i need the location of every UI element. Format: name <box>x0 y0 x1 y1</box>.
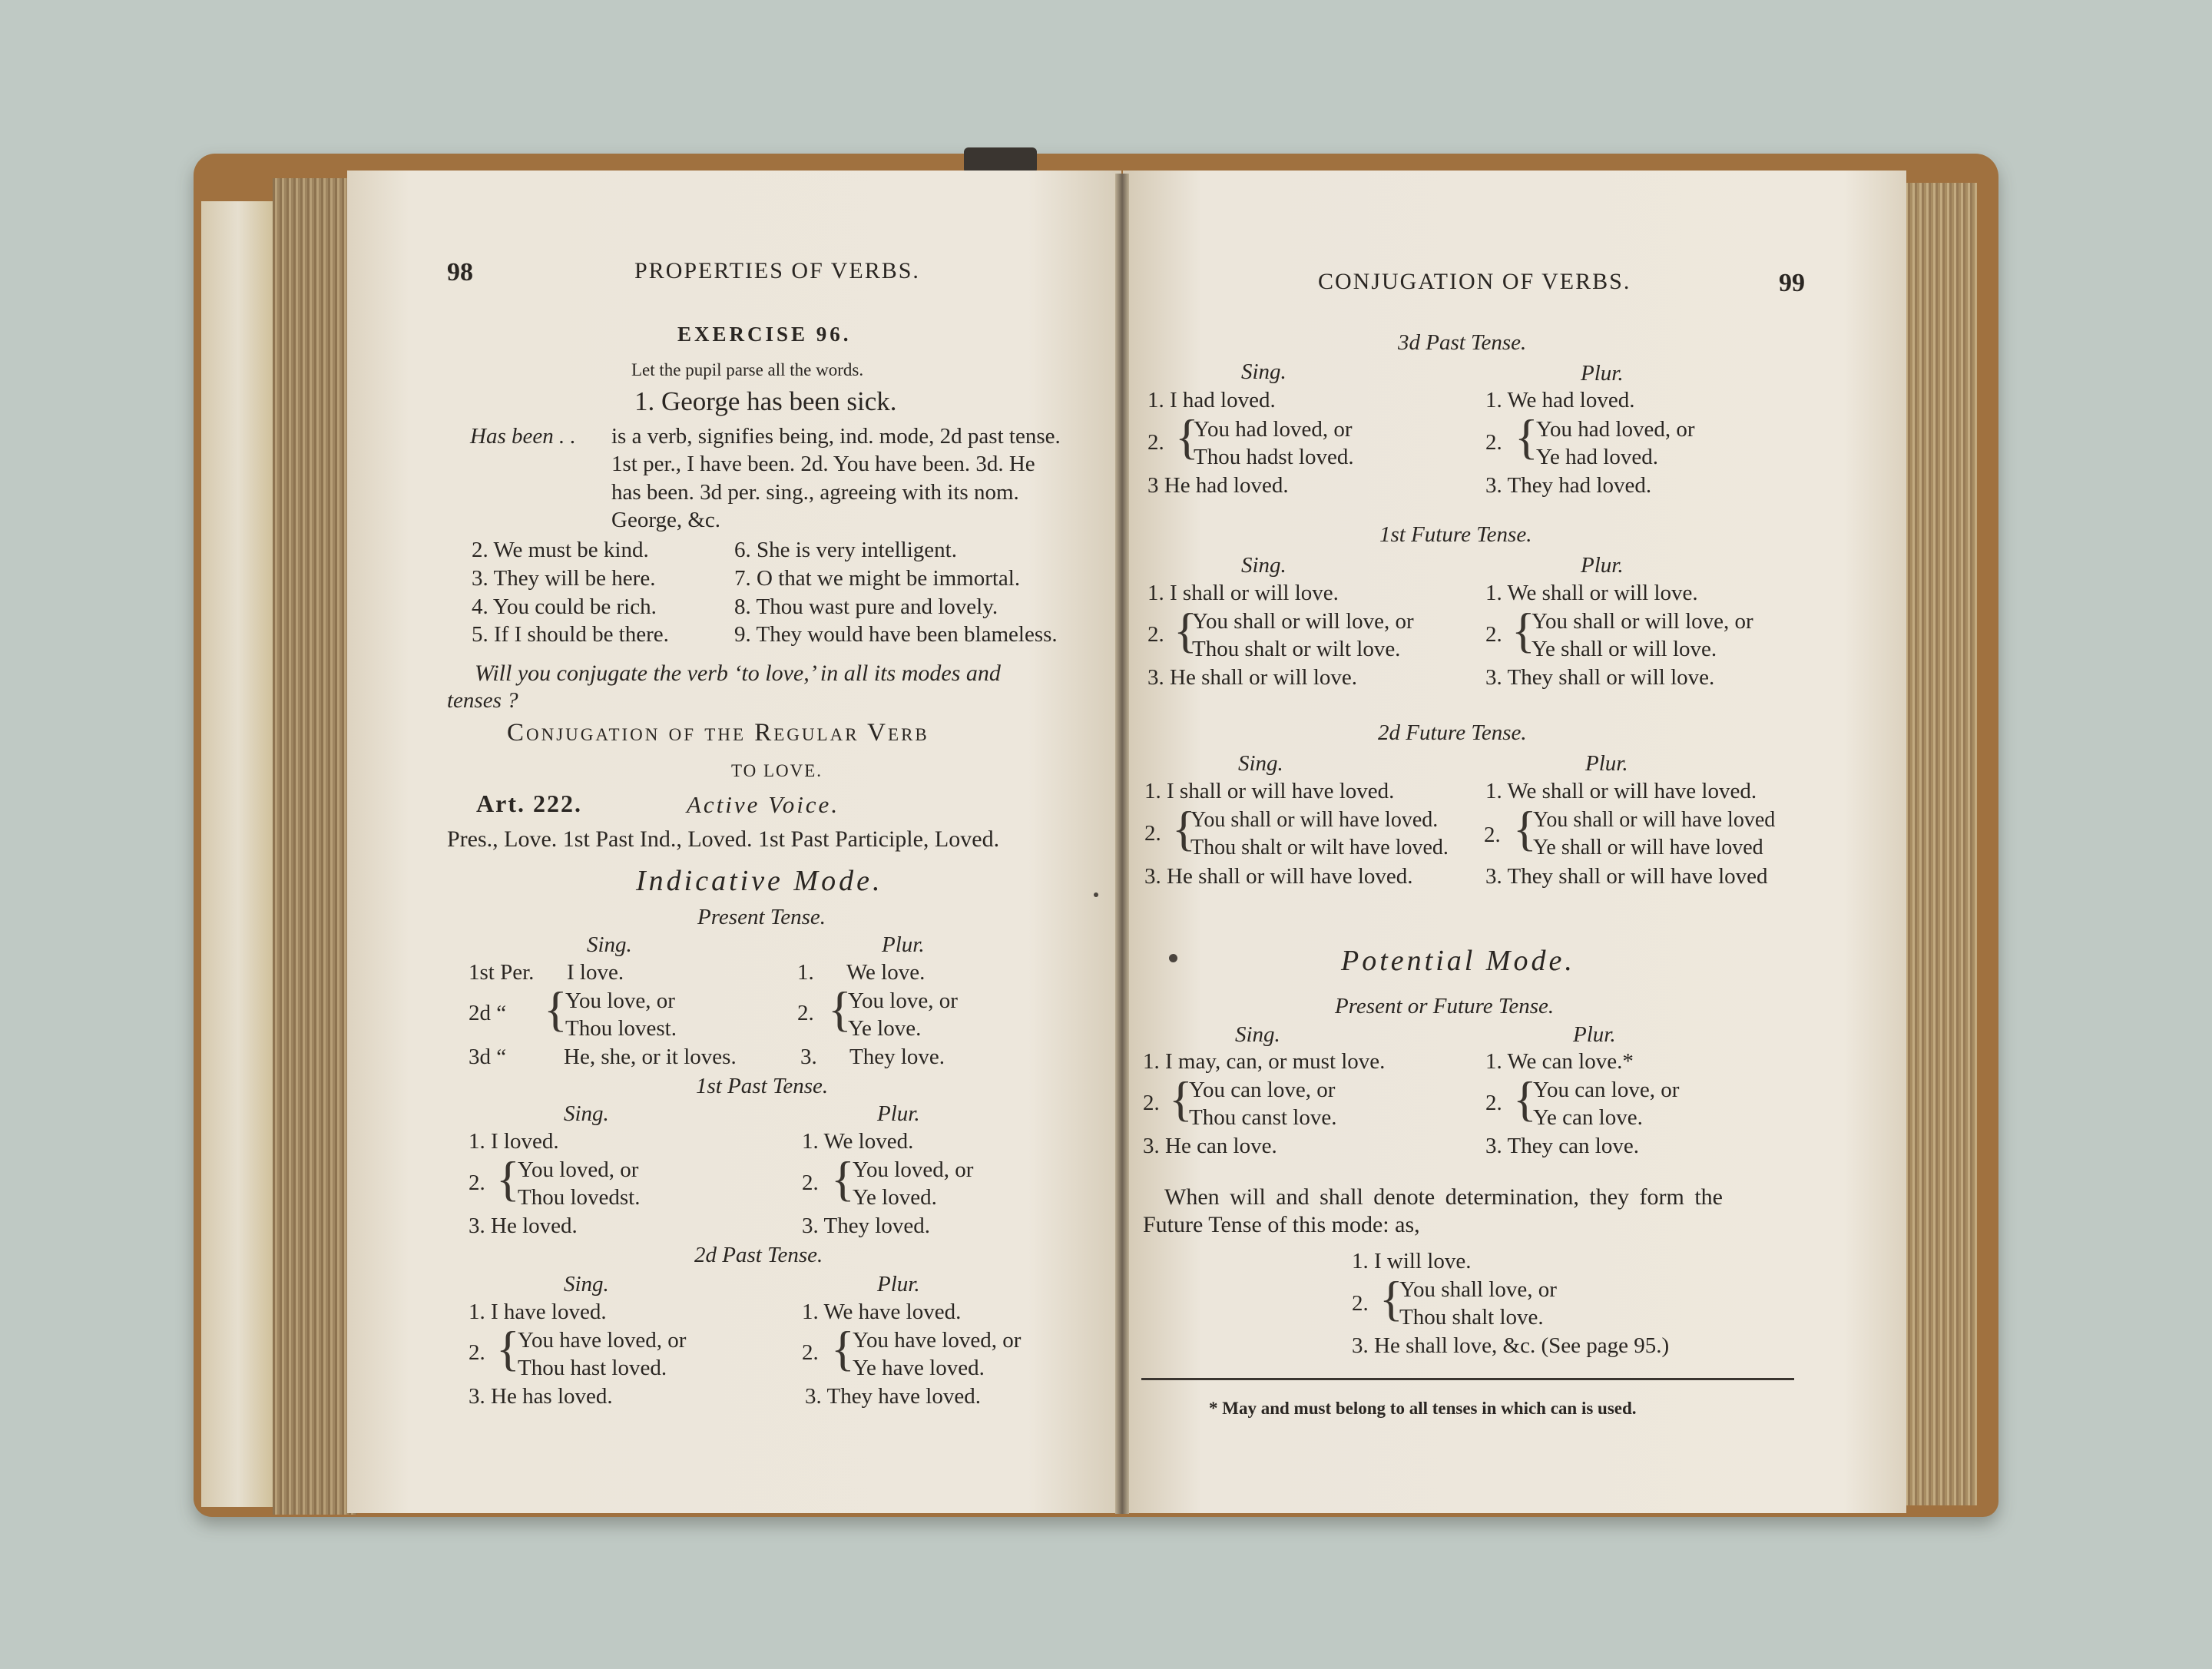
plur-label: Plur. <box>1581 361 1624 386</box>
book-gutter <box>1115 174 1129 1514</box>
example-form: Thou shalt love. <box>1399 1305 1544 1330</box>
conj-form: 1. We shall or will love. <box>1485 581 1698 605</box>
conj-form: Ye love. <box>848 1016 922 1041</box>
conj-form: 1. We can love.* <box>1485 1049 1634 1074</box>
conj-form: You love, or <box>848 988 958 1013</box>
person-label: 2. <box>797 1001 814 1025</box>
indicative-mode-title: Indicative Mode. <box>636 865 883 897</box>
person-label: 3. <box>800 1045 817 1069</box>
person-label: 3d “ <box>469 1045 507 1069</box>
question: Will you conjugate the verb ‘to love,’ in all its modes and <box>475 661 1001 686</box>
brace: { <box>1513 1071 1537 1126</box>
person-label: 2. <box>802 1171 819 1195</box>
conj-form: They love. <box>849 1045 945 1069</box>
conj-form: You can love, or <box>1189 1078 1336 1102</box>
plur-label: Plur. <box>877 1272 920 1296</box>
brace: { <box>831 1151 855 1206</box>
person-label: 2. <box>1147 622 1164 647</box>
conj-form: You can love, or <box>1533 1078 1680 1102</box>
note-text: Future Tense of this mode: as, <box>1143 1212 1420 1237</box>
conj-form: You loved, or <box>853 1157 974 1182</box>
person-label: 2. <box>1485 1091 1502 1115</box>
person-label: 2. <box>469 1340 485 1365</box>
brace: { <box>831 1321 855 1376</box>
sing-label: Sing. <box>564 1101 609 1126</box>
exercise-title: EXERCISE 96. <box>677 323 852 346</box>
conj-form: You shall or will love, or <box>1532 609 1753 634</box>
exercise-sentence: 9. They would have been blameless. <box>734 622 1058 647</box>
conj-form: 3. He loved. <box>469 1214 578 1238</box>
conj-form: 1. We had loved. <box>1485 388 1635 412</box>
conj-form: 1. We loved. <box>802 1129 914 1154</box>
sing-label: Sing. <box>587 932 632 957</box>
principal-parts: Pres., Love. 1st Past Ind., Loved. 1st Past Participle, Loved. <box>447 826 1000 852</box>
conj-form: 3. He shall or will have loved. <box>1144 864 1413 889</box>
brace: { <box>496 1151 520 1206</box>
potential-tense-title: Present or Future Tense. <box>1335 994 1555 1018</box>
conj-form: 3. They had loved. <box>1485 473 1652 498</box>
plur-label: Plur. <box>1585 751 1628 776</box>
note-text: When will and shall denote determination, they form the <box>1164 1184 1723 1210</box>
exercise-sentence: 6. She is very intelligent. <box>734 538 957 562</box>
running-head-right: CONJUGATION OF VERBS. <box>1318 269 1631 294</box>
conj-form: He, she, or it loves. <box>564 1045 737 1069</box>
conj-form: Thou canst love. <box>1189 1105 1337 1130</box>
person-label: 1st Per. <box>469 960 535 985</box>
present-tense-title: Present Tense. <box>697 905 826 929</box>
conj-form: Ye had loved. <box>1536 445 1658 469</box>
page-edges-right <box>1903 183 1977 1505</box>
brace: { <box>1513 801 1537 856</box>
spine-tab <box>964 147 1037 174</box>
exercise-sentence: 8. Thou wast pure and lovely. <box>734 594 998 619</box>
footnote: * May and must belong to all tenses in which can is used. <box>1209 1399 1637 1418</box>
plur-label: Plur. <box>882 932 925 957</box>
future2-title: 2d Future Tense. <box>1378 720 1527 745</box>
exercise-sentence: 7. O that we might be immortal. <box>734 566 1021 591</box>
person-label: 2. <box>1485 430 1502 455</box>
conj-form: 1. We shall or will have loved. <box>1485 779 1757 803</box>
brace: { <box>1379 1271 1403 1326</box>
sing-label: Sing. <box>1241 553 1286 578</box>
conj-form: You had loved, or <box>1536 417 1695 442</box>
person-label: 1. <box>797 960 814 985</box>
sing-label: Sing. <box>564 1272 609 1296</box>
brace: { <box>1515 409 1538 464</box>
conj-form: 1. I shall or will love. <box>1147 581 1339 605</box>
conj-form: Thou lovest. <box>565 1016 677 1041</box>
parse-line: George, &c. <box>611 508 720 532</box>
conj-form: 1. We have loved. <box>802 1300 962 1324</box>
page-number-left: 98 <box>447 258 473 286</box>
person-label: 2. <box>802 1340 819 1365</box>
conj-form: 1. I loved. <box>469 1129 559 1154</box>
person-label: 2. <box>1485 622 1502 647</box>
past1-title: 1st Past Tense. <box>696 1074 829 1098</box>
person-label: 2. <box>1484 823 1501 847</box>
conj-form: 3. They shall or will have loved <box>1485 864 1768 889</box>
footnote-rule <box>1141 1378 1794 1380</box>
example-form: 3. He shall love, &c. (See page 95.) <box>1352 1333 1670 1358</box>
brace: { <box>496 1321 520 1376</box>
question: tenses ? <box>447 688 518 713</box>
instruction: Let the pupil parse all the words. <box>631 360 864 379</box>
conj-form: We love. <box>846 960 926 985</box>
potential-mode-title: Potential Mode. <box>1341 945 1575 977</box>
conj-form: 3. They can love. <box>1485 1134 1639 1158</box>
conj-form: I love. <box>567 960 624 985</box>
past3-title: 3d Past Tense. <box>1398 330 1527 355</box>
plur-label: Plur. <box>877 1101 920 1126</box>
exercise-sentence: 5. If I should be there. <box>472 622 669 647</box>
print-speck <box>1169 954 1177 962</box>
person-label: 2. <box>1352 1291 1369 1316</box>
conj-form: Ye shall or will have loved <box>1533 836 1763 859</box>
conj-form: You loved, or <box>518 1157 639 1182</box>
person-label: 2d “ <box>469 1001 507 1025</box>
brace: { <box>1175 409 1199 464</box>
sing-label: Sing. <box>1241 359 1286 384</box>
conj-form: 3. He has loved. <box>469 1384 613 1409</box>
conjugation-subtitle: TO LOVE. <box>731 761 823 780</box>
conj-form: You have loved, or <box>518 1328 687 1353</box>
parse-line: has been. 3d per. sing., agreeing with its nom. <box>611 480 1019 505</box>
conj-form: 1. I have loved. <box>469 1300 607 1324</box>
person-label: 2. <box>469 1171 485 1195</box>
brace: { <box>828 982 852 1036</box>
running-head-left: PROPERTIES OF VERBS. <box>634 258 920 283</box>
page-edges-left <box>273 178 357 1515</box>
brace: { <box>1512 603 1535 657</box>
parse-term: Has been . . <box>470 424 576 449</box>
exercise-sentence: 2. We must be kind. <box>472 538 649 562</box>
conj-form: Ye can love. <box>1533 1105 1643 1130</box>
example-form: 1. I will love. <box>1352 1249 1472 1273</box>
conj-form: 1. I had loved. <box>1147 388 1276 412</box>
sing-label: Sing. <box>1238 751 1283 776</box>
conj-form: You had loved, or <box>1194 417 1353 442</box>
conj-form: 3. They loved. <box>802 1214 930 1238</box>
past2-title: 2d Past Tense. <box>694 1243 823 1267</box>
future1-title: 1st Future Tense. <box>1379 522 1532 547</box>
conj-form: Thou lovedst. <box>518 1185 641 1210</box>
conj-form: Ye have loved. <box>853 1356 985 1380</box>
parse-line: is a verb, signifies being, ind. mode, 2d past tense. <box>611 424 1061 449</box>
conj-form: Ye loved. <box>853 1185 937 1210</box>
example-form: You shall love, or <box>1399 1277 1557 1302</box>
conj-form: Thou hast loved. <box>518 1356 667 1380</box>
conj-form: You love, or <box>565 988 675 1013</box>
article-label: Art. 222. <box>476 790 582 817</box>
conj-form: 3. They shall or will love. <box>1485 665 1715 690</box>
conj-form: 3. He can love. <box>1143 1134 1277 1158</box>
conj-form: You shall or will have loved. <box>1190 808 1439 832</box>
conj-form: 3 He had loved. <box>1147 473 1289 498</box>
example-sentence: 1. George has been sick. <box>634 386 897 416</box>
brace: { <box>1169 1071 1193 1126</box>
page-number-right: 99 <box>1779 269 1805 297</box>
brace: { <box>544 982 568 1036</box>
conj-form: 1. I may, can, or must love. <box>1143 1049 1386 1074</box>
plur-label: Plur. <box>1573 1022 1616 1047</box>
conj-form: 1. I shall or will have loved. <box>1144 779 1395 803</box>
conj-form: Thou shalt or wilt have loved. <box>1190 836 1449 859</box>
conj-form: Thou shalt or wilt love. <box>1192 637 1401 661</box>
conj-form: You shall or will love, or <box>1192 609 1414 634</box>
conj-form: 3. He shall or will love. <box>1147 665 1358 690</box>
conj-form: Ye shall or will love. <box>1532 637 1717 661</box>
conjugation-title: Conjugation of the Regular Verb <box>507 719 929 747</box>
sing-label: Sing. <box>1235 1022 1280 1047</box>
brace: { <box>1174 603 1197 657</box>
parse-line: 1st per., I have been. 2d. You have been. 3d. He <box>611 452 1035 476</box>
person-label: 2. <box>1144 821 1161 846</box>
conj-form: 3. They have loved. <box>805 1384 981 1409</box>
print-speck <box>1094 892 1098 897</box>
voice-label: Active Voice. <box>687 791 840 818</box>
exercise-sentence: 4. You could be rich. <box>472 594 657 619</box>
plur-label: Plur. <box>1581 553 1624 578</box>
conj-form: You shall or will have loved <box>1533 808 1776 832</box>
person-label: 2. <box>1143 1091 1160 1115</box>
exercise-sentence: 3. They will be here. <box>472 566 656 591</box>
conj-form: Thou hadst loved. <box>1194 445 1354 469</box>
person-label: 2. <box>1147 430 1164 455</box>
conj-form: You have loved, or <box>853 1328 1022 1353</box>
brace: { <box>1172 801 1196 856</box>
